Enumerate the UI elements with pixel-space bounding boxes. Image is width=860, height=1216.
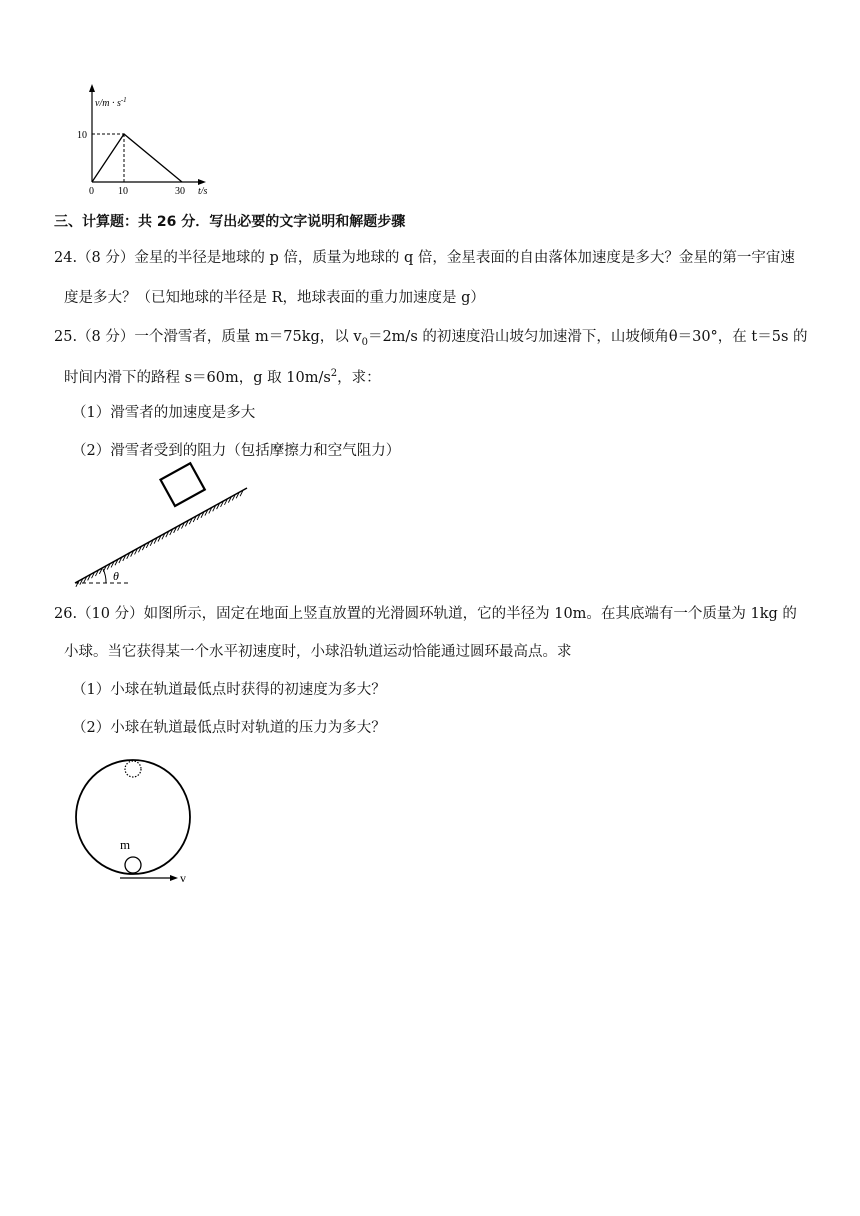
angle-label: θ [113,569,119,583]
incline-figure [70,470,255,588]
sliding-block [161,463,205,506]
q26-subquestion-1: （1）小球在轨道最低点时获得的初速度为多大？ [72,682,386,698]
circular-track-figure [70,752,200,888]
y-tick-10: 10 [77,130,87,141]
x-axis-arrow [198,179,206,185]
q25-line-1: 25.（8 分）一个滑雪者，质量 m＝75kg，以 $v_0=2m/s$ 的初速度沿山坡匀加速滑下，山坡倾角θ＝30°，在 t＝5s 的 [54,329,808,348]
ball-at-bottom [125,857,141,873]
x-tick-0: 0 [89,186,94,197]
y-axis-arrow [89,84,95,92]
q24-line-2: 度是多大？（已知地球的半径是 R，地球表面的重力加速度是 g） [64,290,485,306]
velocity-time-graph [77,82,220,200]
q26-subquestion-2: （2）小球在轨道最低点时对轨道的压力为多大？ [72,720,386,736]
velocity-line [92,134,182,182]
q24-line-1: 24.（8 分）金星的半径是地球的 p 倍，质量为地球的 q 倍，金星表面的自由落体加速度是多大？金星的第一宇宙速 [54,250,795,266]
section-heading: 三、计算题：共 26 分．写出必要的文字说明和解题步骤 [54,214,406,230]
velocity-arrowhead [170,875,178,881]
q26-line-1: 26.（10 分）如图所示，固定在地面上竖直放置的光滑圆环轨道，它的半径为 10m。在其底端有一个质量为 1kg 的 [54,606,797,622]
x-tick-30: 30 [175,186,185,197]
angle-arc [103,569,106,583]
velocity-label: v [180,871,186,885]
q25-subquestion-1: （1）滑雪者的加速度是多大 [72,405,256,421]
q25-subquestion-2: （2）滑雪者受到的阻力（包括摩擦力和空气阻力） [72,443,401,459]
mass-label: m [120,837,131,852]
ball-at-top-dotted [125,761,141,777]
q25-line-2: 时间内滑下的路程 s＝60m，g 取 $10m/s^2$，求： [64,368,381,386]
y-axis-label: $v/m \cdot s^{-1}$ [95,96,127,109]
x-tick-10: 10 [118,186,128,197]
x-axis-label: t/s [198,186,208,197]
q26-line-2: 小球。当它获得某一个水平初速度时，小球沿轨道运动恰能通过圆环最高点。求 [64,644,572,660]
